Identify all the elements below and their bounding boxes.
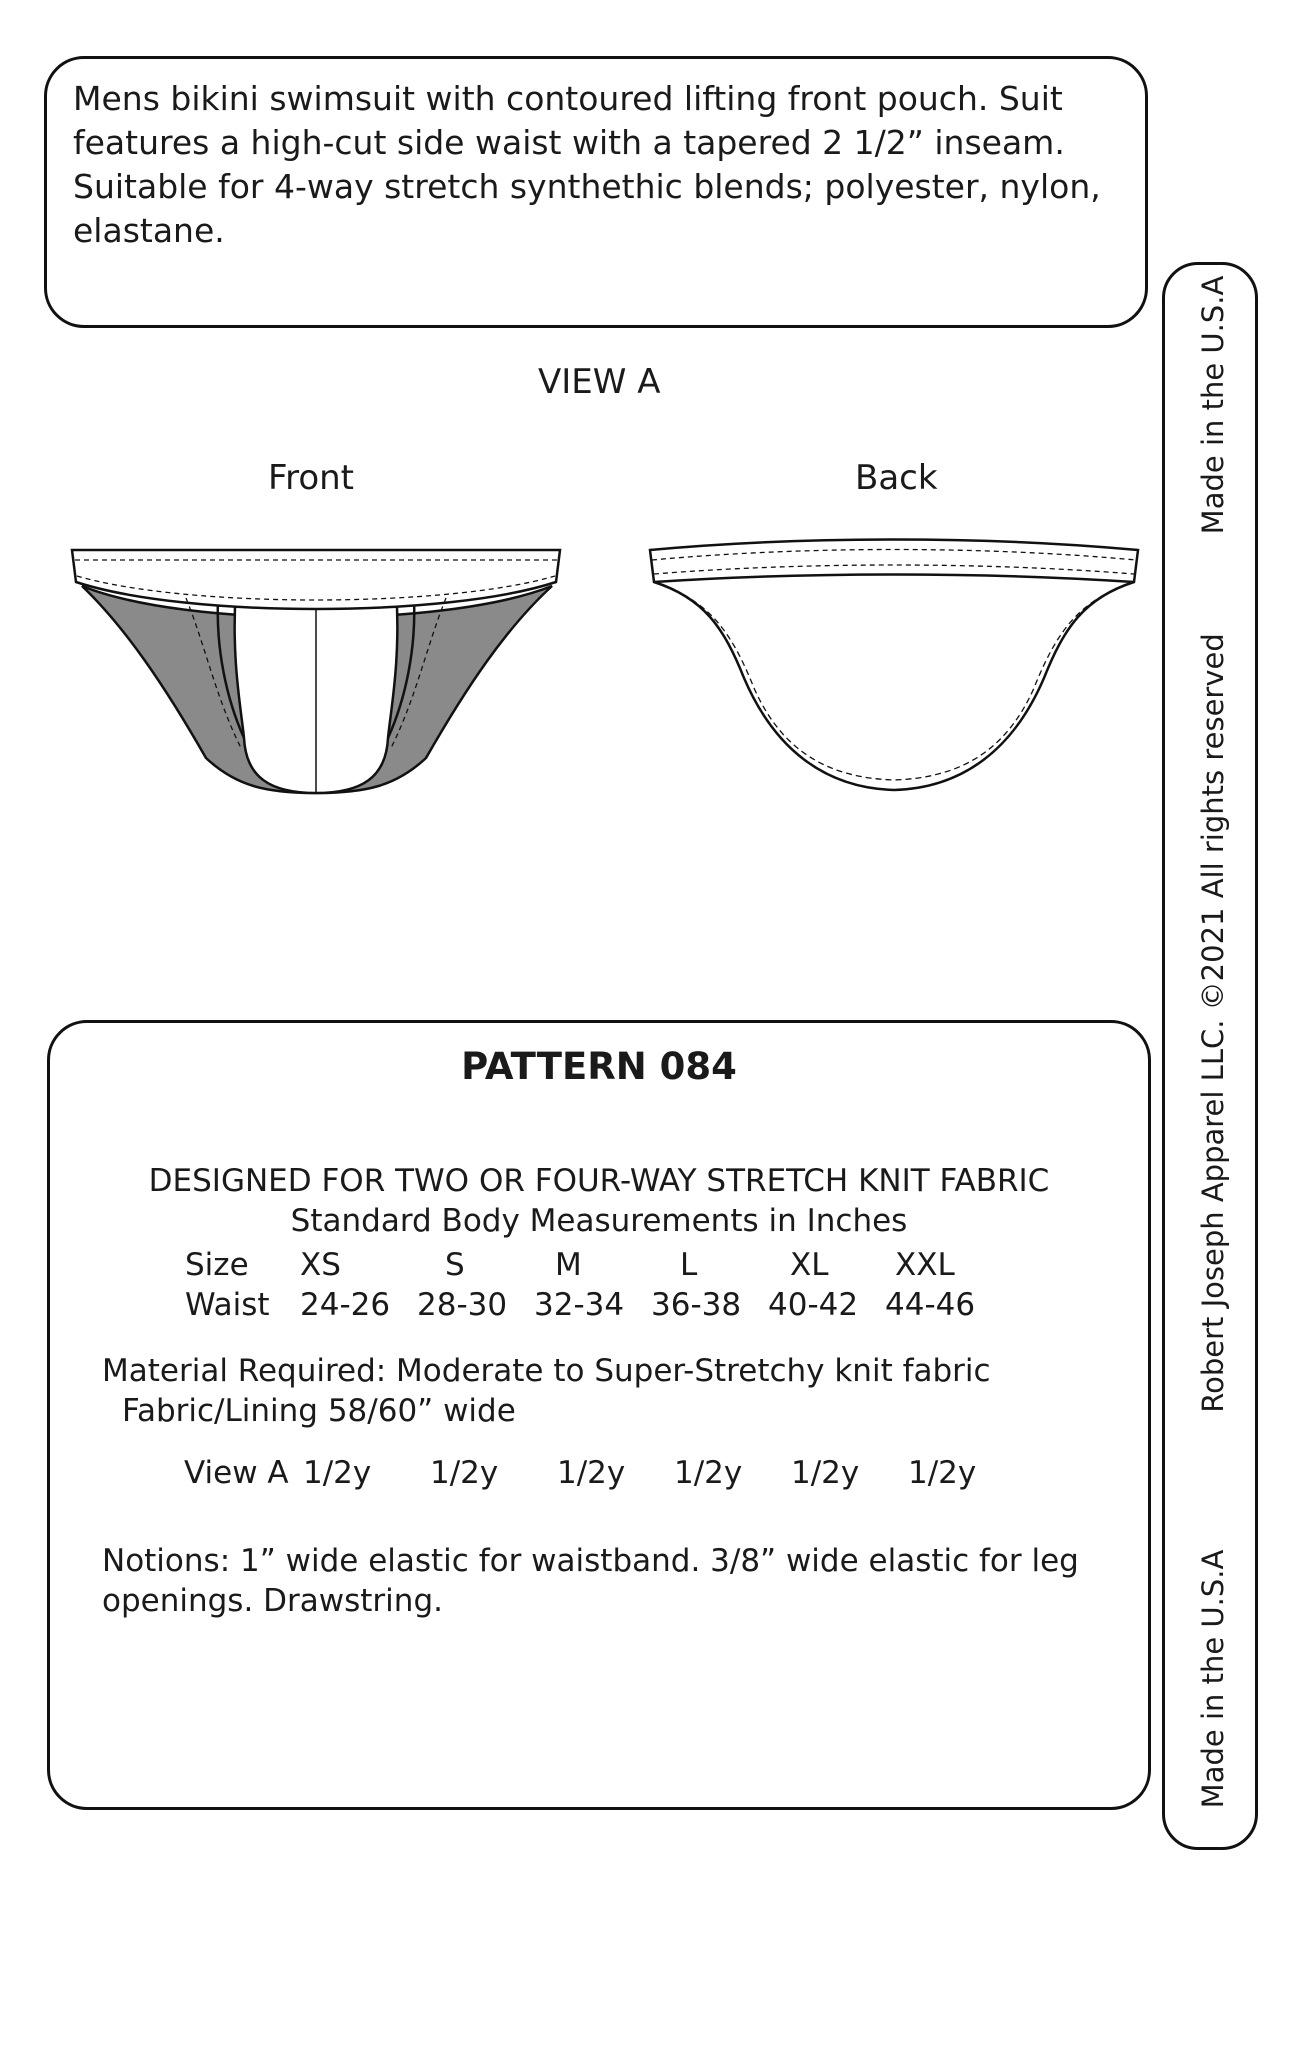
size-value: S — [445, 1247, 465, 1283]
pattern-info-box — [47, 1020, 1151, 1810]
measurements-caption: Standard Body Measurements in Inches — [290, 1203, 908, 1239]
view-a-label: View A — [184, 1455, 289, 1491]
waist-value: 40-42 — [768, 1287, 859, 1323]
waist-value: 44-46 — [885, 1287, 976, 1323]
waist-value: 32-34 — [534, 1287, 625, 1323]
made-in-usa-top: Made in the U.S.A — [1196, 275, 1230, 535]
material-required: Material Required: Moderate to Super-Stretchy knit fabric — [102, 1353, 991, 1389]
designed-for-line: DESIGNED FOR TWO OR FOUR-WAY STRETCH KNIT FABRIC — [148, 1163, 1050, 1199]
yardage-value: 1/2y — [908, 1455, 977, 1491]
front-label: Front — [268, 458, 354, 498]
made-in-usa-bottom: Made in the U.S.A — [1196, 1549, 1230, 1809]
description-text: Mens bikini swimsuit with contoured lifting front pouch. Suit features a high-cut side waist with a tapered 2 1/2” inseam. Suitable for 4-way stretch synthethic blends; polyester, nylon, elastane. — [73, 79, 1101, 250]
size-label: Size — [185, 1247, 249, 1283]
notions-line-continued: openings. Drawstring. — [102, 1583, 443, 1619]
waist-value: 24-26 — [300, 1287, 391, 1323]
pattern-title: PATTERN 084 — [461, 1045, 737, 1088]
sidebar-box — [1162, 262, 1258, 1850]
yardage-value: 1/2y — [430, 1455, 499, 1491]
size-value: XXL — [895, 1247, 955, 1283]
waist-value: 28-30 — [417, 1287, 508, 1323]
description-box — [44, 56, 1148, 328]
view-title: VIEW A — [538, 362, 661, 402]
waist-value: 36-38 — [651, 1287, 742, 1323]
size-value: XL — [790, 1247, 829, 1283]
back-view-illustration — [644, 538, 1144, 798]
size-value: M — [555, 1247, 582, 1283]
yardage-value: 1/2y — [557, 1455, 626, 1491]
copyright-notice: Robert Joseph Apparel LLC. ©2021 All rights reserved — [1196, 633, 1230, 1413]
yardage-value: 1/2y — [791, 1455, 860, 1491]
yardage-value: 1/2y — [674, 1455, 743, 1491]
notions-line: Notions: 1” wide elastic for waistband. 3/8” wide elastic for leg — [102, 1543, 1079, 1579]
fabric-width: Fabric/Lining 58/60” wide — [122, 1393, 516, 1429]
size-value: XS — [300, 1247, 341, 1283]
size-value: L — [680, 1247, 698, 1283]
front-view-illustration — [66, 538, 566, 798]
waist-label: Waist — [185, 1287, 270, 1323]
back-label: Back — [855, 458, 938, 498]
yardage-value: 1/2y — [303, 1455, 372, 1491]
